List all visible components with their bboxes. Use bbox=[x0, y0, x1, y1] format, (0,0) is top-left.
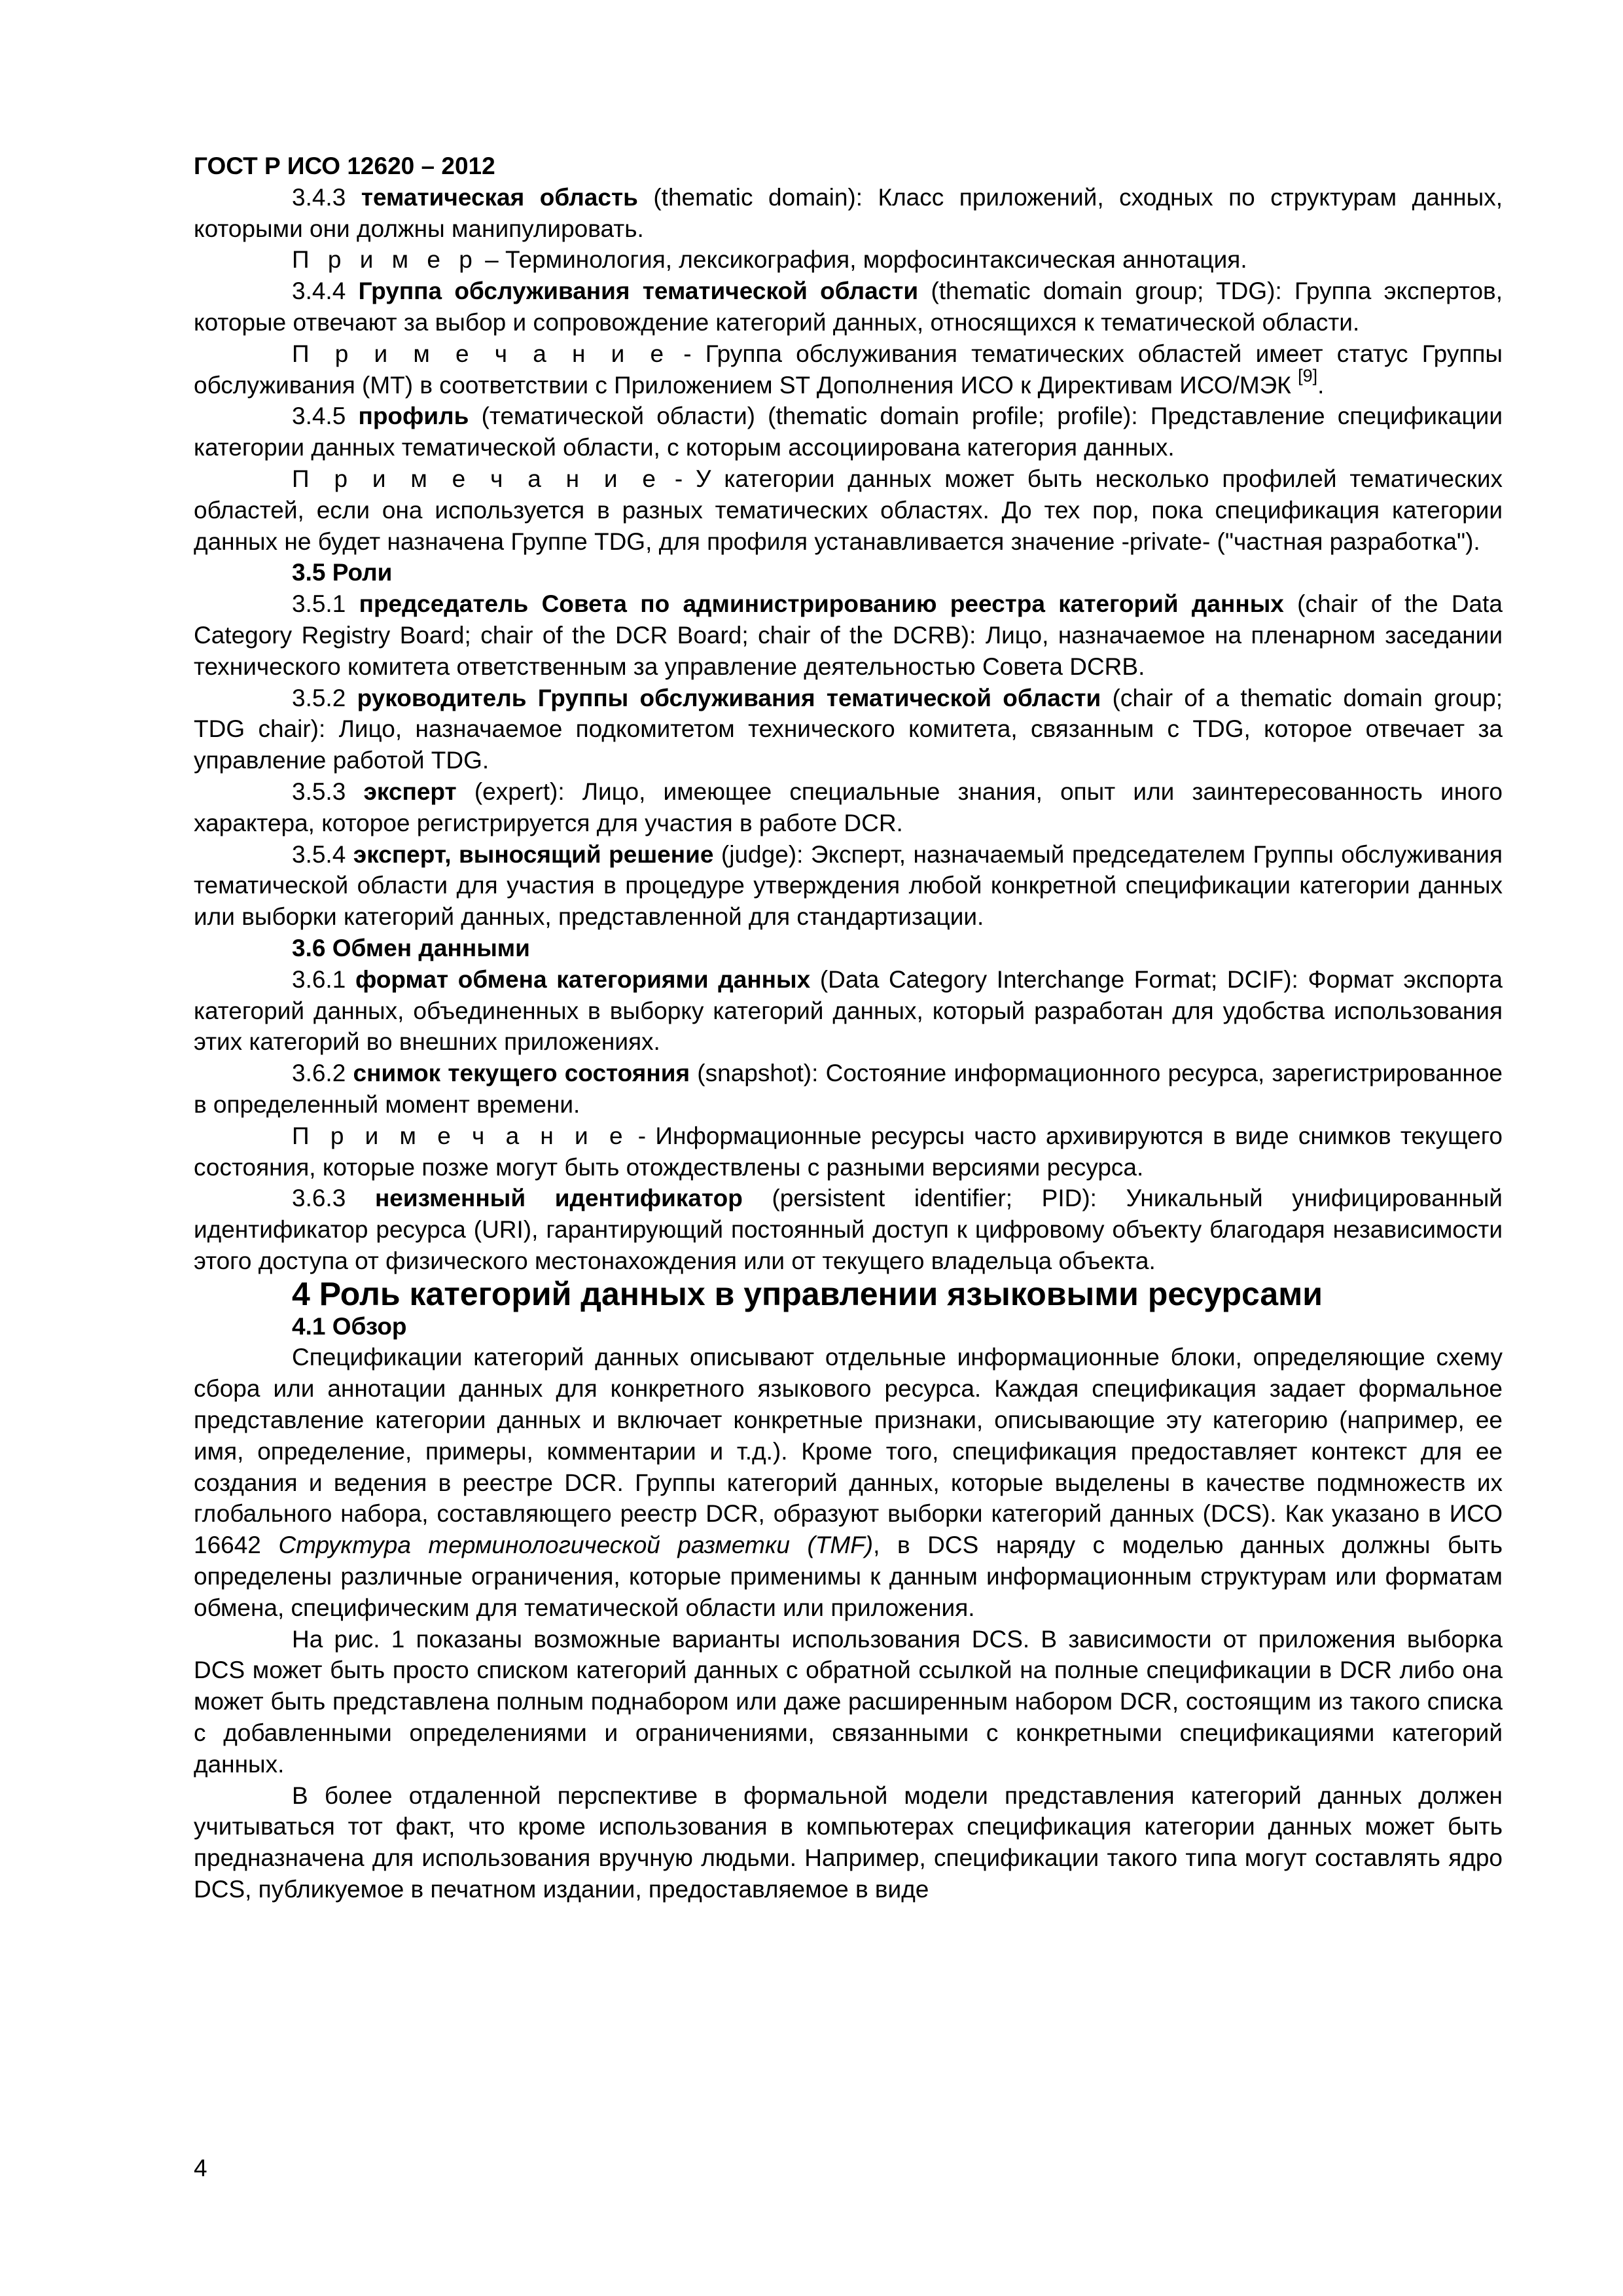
section-3-5-heading: 3.5 Роли bbox=[292, 559, 393, 586]
chapter-4-heading: 4 Роль категорий данных в управлении языковыми ресурсами bbox=[292, 1275, 1323, 1312]
note-profiles bbox=[194, 463, 1503, 557]
section-3-6-heading: 3.6 Обмен данными bbox=[292, 934, 530, 961]
reference-9: [9] bbox=[1298, 365, 1318, 386]
term-3-4-4 bbox=[194, 276, 1503, 338]
example-note bbox=[194, 244, 1503, 276]
paragraph-text: Спецификации категорий данных описывают отдельные информационные блоки, определяющие схему сбора или аннотации данных для конкретного языкового ресурса. Каждая спецификация задает формальное представление категории данных и включает конкретные признаки, описывающие эту категорию (например, ее имя, определение, примеры, комментарии и т.д.). Кроме того, спецификация предоставляет контекст для ее создания и ведения в реестре DCR. Группы категорий данных, которые выделены в качестве подмножеств их глобального набора, составляющего реестр DCR, образуют выборки категорий данных (DCS). Как указано в ИСО 16642 bbox=[194, 1344, 1503, 1559]
term-number: 3.6.3 bbox=[292, 1185, 375, 1212]
term-name: эксперт, выносящий решение bbox=[353, 840, 714, 868]
term-name: Группа обслуживания тематической области bbox=[358, 278, 919, 305]
term-3-6-1 bbox=[194, 964, 1503, 1058]
term-number: 3.5.1 bbox=[292, 590, 359, 618]
term-name: руководитель Группы обслуживания тематической области bbox=[357, 684, 1101, 711]
note-text: - Группа обслуживания тематических областей имеет статус Группы обслуживания (МТ) в соответствии с Приложением ST Дополнения ИСО к Директивам ИСО/МЭК bbox=[194, 340, 1503, 399]
term-definition: (chair of a thematic domain group; TDG chair): Лицо, назначаемое подкомитетом технического комитета, связанным с TDG, которое отвечает за управление работой TDG. bbox=[194, 684, 1503, 774]
tmf-title: Структура терминологической разметки (TMF) bbox=[278, 1532, 874, 1559]
term-definition: (judge): Эксперт, назначаемый председателем Группы обслуживания тематической области для участия в процедуре утверждения любой конкретной спецификации категории данных или выборки категорий данных, представленной для стандартизации. bbox=[194, 840, 1503, 931]
term-definition: (thematic domain): Класс приложений, сходных по структурам данных, которыми они должны манипулировать. bbox=[194, 183, 1503, 242]
note-tail: . bbox=[1317, 371, 1325, 399]
term-number: 3.6.2 bbox=[292, 1060, 353, 1087]
note-snapshots bbox=[194, 1121, 1503, 1183]
overview-paragraph-1 bbox=[194, 1342, 1503, 1623]
note-mt-status bbox=[194, 338, 1503, 401]
term-name: эксперт bbox=[363, 778, 457, 805]
term-name: снимок текущего состояния bbox=[353, 1060, 690, 1087]
term-definition: (тематической области) (thematic domain profile; profile): Представление спецификации категории данных тематической области, с которым ассоциирована категория данных. bbox=[194, 403, 1503, 461]
term-number: 3.4.3 bbox=[292, 183, 361, 211]
term-3-4-3 bbox=[194, 182, 1503, 245]
note-label: П р и м е ч а н и е bbox=[292, 340, 670, 367]
page-header: ГОСТ Р ИСО 12620 – 2012 bbox=[194, 152, 495, 179]
term-3-5-2 bbox=[194, 683, 1503, 776]
term-name: профиль bbox=[358, 403, 469, 430]
overview-paragraph-2: На рис. 1 показаны возможные варианты использования DCS. В зависимости от приложения выборка DCS может быть просто списком категорий данных с обратной ссылкой на полные спецификации в DCR либо она может быть представлена полным поднабором или даже расширенным набором DCR, состоящим из такого списка с добавленными определениями и ограничениями, связанными с конкретными спецификациями категорий данных. bbox=[194, 1625, 1503, 1778]
term-number: 3.5.3 bbox=[292, 778, 364, 805]
note-label: П р и м е ч а н и е bbox=[292, 1122, 629, 1149]
term-number: 3.4.4 bbox=[292, 278, 359, 305]
term-definition: (chair of the Data Category Registry Board; chair of the DCR Board; chair of the DCRB): Лицо, назначаемое на пленарном заседании технического комитета ответственным за управление деятельностью Совета DCRB. bbox=[194, 590, 1503, 680]
section-4-1-heading: 4.1 Обзор bbox=[292, 1312, 407, 1340]
term-number: 3.5.4 bbox=[292, 840, 353, 868]
term-definition: (snapshot): Состояние информационного ресурса, зарегистрированное в определенный момент времени. bbox=[194, 1060, 1503, 1118]
note-text: - Информационные ресурсы часто архивируются в виде снимков текущего состояния, которые позже могут быть отождествлены с разными версиями ресурса. bbox=[194, 1122, 1503, 1181]
term-definition: (Data Category Interchange Format; DCIF): Формат экспорта категорий данных, объединенных в выборку категорий данных, который разработан для удобства использования этих категорий во внешних приложениях. bbox=[194, 965, 1503, 1056]
term-name: тематическая область bbox=[361, 183, 638, 211]
term-number: 3.4.5 bbox=[292, 403, 359, 430]
term-3-4-5 bbox=[194, 401, 1503, 463]
term-3-5-3 bbox=[194, 776, 1503, 839]
term-number: 3.5.2 bbox=[292, 684, 357, 711]
page-number: 4 bbox=[194, 2155, 207, 2181]
term-definition: (expert): Лицо, имеющее специальные знания, опыт или заинтересованность иного характера, которое регистрируется для участия в работе DCR. bbox=[194, 778, 1503, 836]
term-3-6-3 bbox=[194, 1183, 1503, 1276]
term-3-5-4 bbox=[194, 839, 1503, 933]
term-definition: (persistent identifier; PID): Уникальный унифицированный идентификатор ресурса (URI), гарантирующий постоянный доступ к цифровому объекту благодаря независимости этого доступа от физического местонахождения или от текущего владельца объекта. bbox=[194, 1185, 1503, 1274]
term-3-6-2 bbox=[194, 1058, 1503, 1121]
note-text: - У категории данных может быть несколько профилей тематических областей, если она используется в разных тематических областях. До тех пор, пока спецификация категории данных не будет назначена Группе TDG, для профиля устанавливается значение -private- ("частная разработка"). bbox=[194, 465, 1503, 555]
term-number: 3.6.1 bbox=[292, 965, 355, 993]
example-text: – Терминология, лексикография, морфосинтаксическая аннотация. bbox=[478, 246, 1247, 274]
example-label: П р и м е р bbox=[292, 246, 478, 274]
note-label: П р и м е ч а н и е bbox=[292, 465, 662, 492]
overview-paragraph-3: В более отдаленной перспективе в формальной модели представления категорий данных должен учитываться тот факт, что кроме использования в компьютерах спецификация категории данных может быть предназначена для использования вручную людьми. Например, спецификации такого типа могут составлять ядро DCS, публикуемое в печатном издании, предоставляемое в виде bbox=[194, 1782, 1503, 1903]
term-definition: (thematic domain group; TDG): Группа экспертов, которые отвечают за выбор и сопровождение категорий данных, относящихся к тематической области. bbox=[194, 278, 1503, 336]
term-3-5-1 bbox=[194, 588, 1503, 682]
term-name: неизменный идентификатор bbox=[374, 1185, 743, 1212]
term-name: председатель Совета по администрированию реестра категорий данных bbox=[359, 590, 1284, 618]
term-name: формат обмена категориями данных bbox=[355, 965, 811, 993]
document-page bbox=[194, 151, 1503, 1905]
paragraph-text: , в DCS наряду с моделью данных должны быть определены различные ограничения, которые применимы к данным информационным структурам или форматам обмена, специфическим для тематической области или приложения. bbox=[194, 1532, 1503, 1621]
